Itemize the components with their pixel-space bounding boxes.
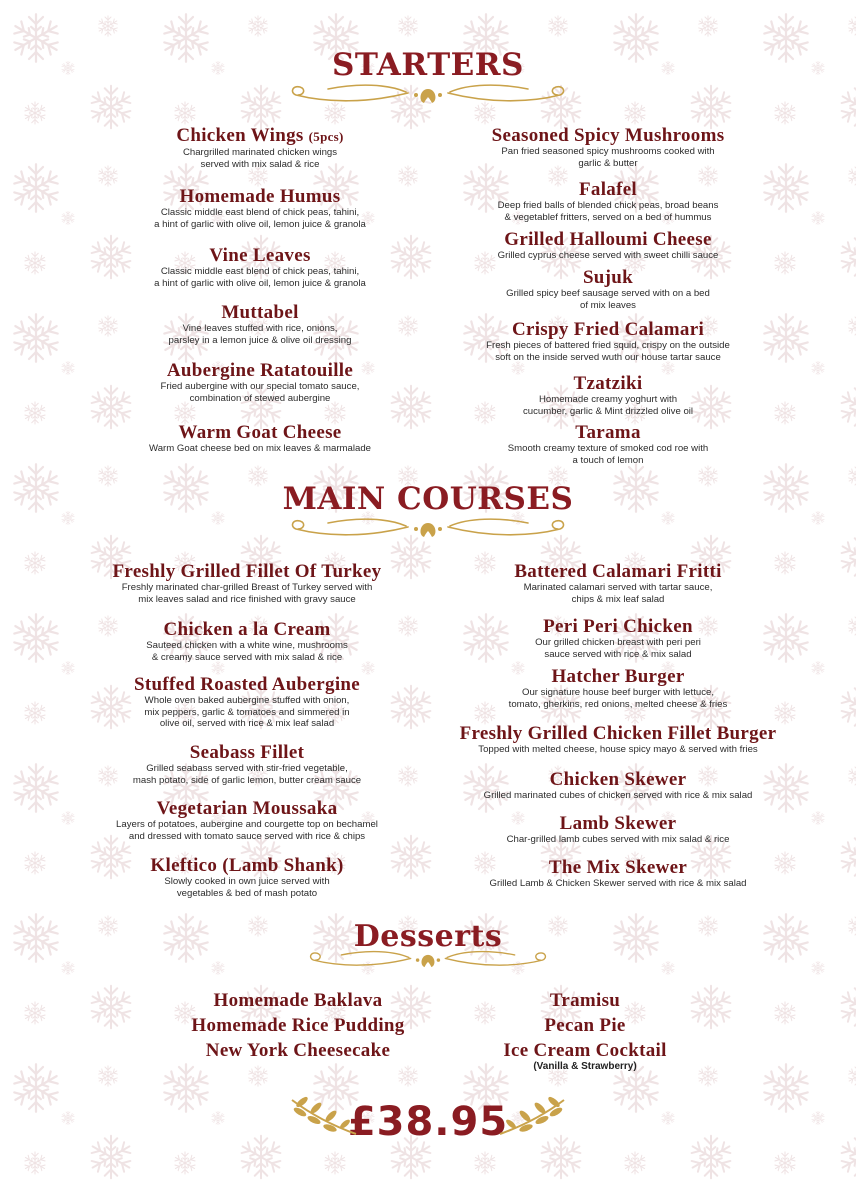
menu-item [80,303,440,346]
item-name: Homemade Humus [179,186,341,207]
menu-item [62,743,432,786]
item-name: Tarama [575,422,641,443]
item-description: Layers of potatoes, aubergine and courgette top on bechamel and dressed with tomato sauce served with rice & chips [116,819,378,842]
item-name: Peri Peri Chicken [543,616,693,637]
menu-item [438,562,798,605]
flourish-divider-icon [288,81,568,111]
item-name: Stuffed Roasted Aubergine [133,674,360,695]
dessert-item: New York Cheesecake [205,1040,391,1061]
item-description: Grilled seabass served with stir-fried vegetable, mash potato, side of garlic lemon, butter cream sauce [132,763,362,786]
menu-item [80,361,440,404]
item-description: Chargrilled marinated chicken wings served with mix salad & rice [182,147,338,170]
menu-item [438,667,798,710]
menu-item [80,126,440,170]
menu-item [80,246,440,289]
menu-item [438,814,798,846]
item-description: Fresh pieces of battered fried squid, crispy on the outside soft on the inside served wuth our house tartar sauce [486,340,730,363]
item-name: Hatcher Burger [551,666,685,687]
item-name: Warm Goat Cheese [178,422,342,443]
main-courses-header [0,481,856,545]
item-description: Classic middle east blend of chick peas, tahini, a hint of garlic with olive oil, lemon juice & granola [154,266,366,289]
item-name: Battered Calamari Fritti [514,561,722,582]
menu-item [438,320,778,363]
item-name: Falafel [578,179,638,200]
item-description: Deep fried balls of blended chick peas, broad beans & vegetablef fritters, served on a bed of hummus [497,200,719,223]
item-description: Freshly marinated char-grilled Breast of Turkey served with mix leaves salad and rice finished with gravy sauce [121,582,373,605]
item-description: Grilled Lamb & Chicken Skewer served with rice & mix salad [489,878,747,889]
main-courses-title: MAIN COURSES [282,481,574,517]
item-description: Marinated calamari served with tartar sauce, chips & mix leaf salad [523,582,713,605]
item-description: Slowly cooked in own juice served with vegetables & bed of mash potato [164,876,330,899]
menu-item [438,126,778,169]
desserts-left-column [150,988,446,1063]
laurel-branch-icon [288,1094,360,1140]
item-name: Crispy Fried Calamari [511,319,705,340]
starters-title: STARTERS [332,47,524,83]
item-description: Whole oven baked aubergine stuffed with onion, mix peppers, garlic & tomatoes and simmered in olive oil, served with rice & mix leaf salad [144,695,350,730]
item-name: Freshly Grilled Chicken Fillet Burger [459,723,777,744]
item-name: Kleftico (Lamb Shank) [150,855,344,876]
item-name: Aubergine Ratatouille [166,360,354,381]
item-description: Classic middle east blend of chick peas, tahini, a hint of garlic with olive oil, lemon juice & granola [154,207,366,230]
price-block [0,1092,856,1152]
set-menu-price: £38.95 [347,1099,509,1145]
item-description: Pan fried seasoned spicy mushrooms cooked with garlic & butter [501,146,715,169]
desserts-title: Desserts [353,919,503,954]
menu-item [80,423,440,455]
dessert-item: Homemade Rice Pudding [191,1015,405,1036]
item-description: Sauteed chicken with a white wine, mushrooms & creamy sauce served with mix salad & rice [146,640,348,663]
item-name: Seasoned Spicy Mushrooms [491,125,725,146]
item-name: Vegetarian Moussaka [156,798,338,819]
menu-item [438,423,778,466]
menu-item [62,675,432,730]
item-description: Grilled marinated cubes of chicken served with rice & mix salad [483,790,753,801]
desserts-right-column [460,988,710,1072]
item-description: Warm Goat cheese bed on mix leaves & marmalade [149,443,371,454]
flourish-divider-icon [278,515,578,545]
item-description: Our grilled chicken breast with peri peri sauce served with rice & mix salad [535,637,701,660]
item-description: Vine leaves stuffed with rice, onions, parsley in a lemon juice & olive oil dressing [168,323,352,346]
menu-item [80,187,440,230]
dessert-item: Homemade Baklava [213,990,383,1011]
menu-item [62,799,432,842]
menu-item [438,374,778,417]
item-name: The Mix Skewer [548,857,688,878]
item-description: Our signature house beef burger with lettuce, tomato, gherkins, red onions, melted cheese & fries [508,687,728,710]
dessert-item: Tramisu [549,990,621,1011]
item-name: Chicken Skewer [549,769,687,790]
menu-item [438,858,798,890]
dessert-item: Ice Cream Cocktail [503,1040,667,1061]
starters-header [0,47,856,111]
item-name: Lamb Skewer [559,813,677,834]
menu-item [62,620,432,663]
item-description: Grilled spicy beef sausage served with on a bed of mix leaves [506,288,710,311]
dessert-item: Pecan Pie [544,1015,626,1036]
item-note: (5pcs) [308,129,344,144]
item-name: Chicken Wings [176,125,304,146]
item-description: Homemade creamy yoghurt with cucumber, garlic & Mint drizzled olive oil [522,394,694,417]
item-name: Grilled Halloumi Cheese [504,229,712,250]
menu-item [438,724,798,756]
laurel-branch-icon [496,1094,568,1140]
item-name: Tzatziki [573,373,643,394]
menu-item [438,617,798,660]
item-description: Grilled cyprus cheese served with sweet chilli sauce [497,250,719,261]
item-name: Chicken a la Cream [163,619,331,640]
item-description: Topped with melted cheese, house spicy mayo & served with fries [478,744,758,755]
item-name: Freshly Grilled Fillet Of Turkey [112,561,382,582]
dessert-note: (Vanilla & Strawberry) [533,1061,637,1072]
menu-item [438,180,778,223]
item-name: Muttabel [221,302,299,323]
item-name: Vine Leaves [209,245,311,266]
item-description: Char-grilled lamb cubes served with mix salad & rice [506,834,730,845]
menu-item [62,856,432,899]
menu-item [438,770,798,802]
item-description: Fried aubergine with our special tomato sauce, combination of stewed aubergine [160,381,360,404]
menu-item [62,562,432,605]
item-name: Seabass Fillet [189,742,305,763]
menu-item [438,230,778,262]
menu-item [438,268,778,311]
item-name: Sujuk [582,267,634,288]
desserts-header [0,919,856,974]
item-description: Smooth creamy texture of smoked cod roe with a touch of lemon [507,443,709,466]
